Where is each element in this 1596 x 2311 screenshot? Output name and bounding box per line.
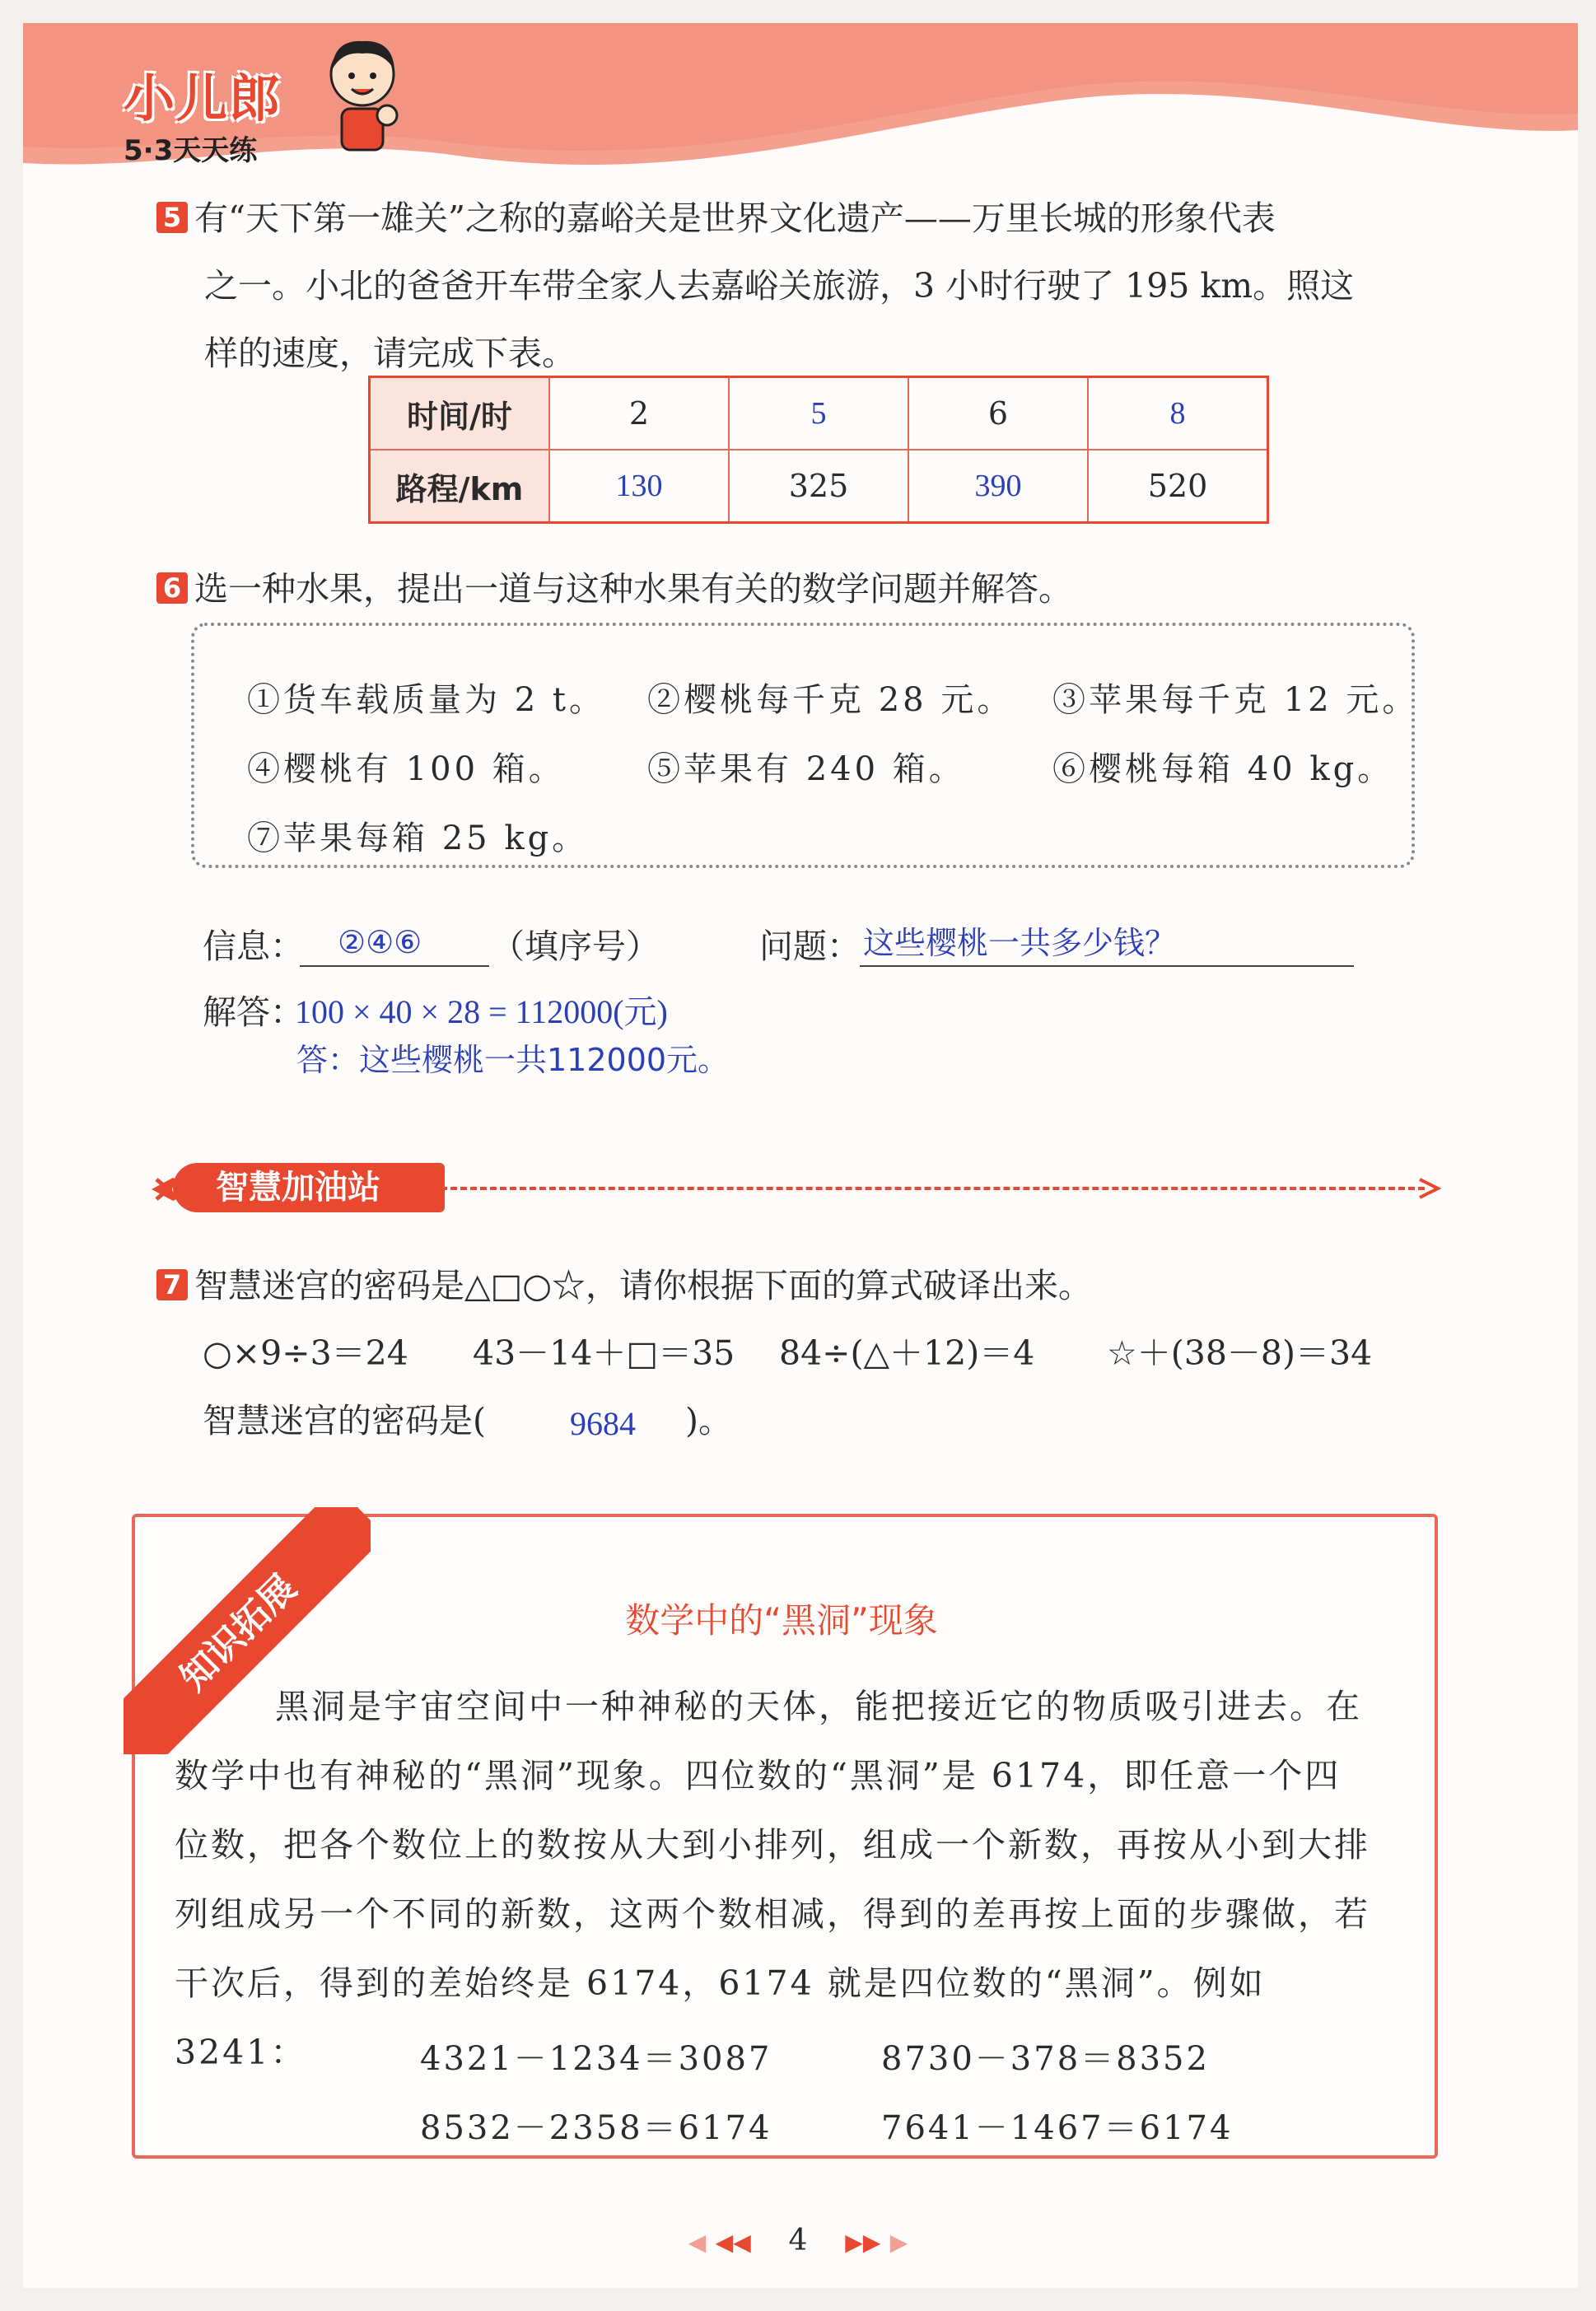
solution-label: 解答： (203, 992, 304, 1032)
knowledge-line: 干次后，得到的差始终是 6174，6174 就是四位数的“黑洞”。例如 3241： (175, 1963, 1266, 2072)
page-number: 4 (788, 2224, 808, 2257)
example-equation: 8532－2358＝6174 (420, 2109, 772, 2147)
q6-text: 选一种水果，提出一道与这种水果有关的数学问题并解答。 (194, 569, 1072, 609)
mascot-icon (317, 33, 408, 156)
info-hint: （填序号） (491, 927, 660, 966)
q5-number-badge: 5 (156, 202, 188, 233)
q5-text-line3: 样的速度，请完成下表。 (204, 334, 576, 373)
equation-item: ☆＋(38－8)＝34 (1107, 1333, 1373, 1373)
answer-cell[interactable]: 8 (1088, 377, 1268, 451)
page-footer (0, 2224, 1596, 2257)
arrow-right-icon (1416, 1176, 1441, 1201)
answer-cell[interactable]: 130 (549, 450, 729, 523)
knowledge-line: 黑洞是宇宙空间中一种神秘的天体，能把接近它的物质吸引进去。在 (275, 1687, 1362, 1726)
q7-text: 智慧迷宫的密码是△□○☆，请你根据下面的算式破译出来。 (194, 1266, 1093, 1305)
answer-cell[interactable]: 5 (729, 377, 908, 451)
answer-prefix: 智慧迷宫的密码是( (203, 1401, 486, 1440)
table-row (370, 450, 1268, 523)
q7-number-badge: 7 (156, 1269, 188, 1300)
equation-item: ○×9÷3＝24 (203, 1333, 408, 1373)
knowledge-flag-label: 知识拓展 (124, 1507, 371, 1754)
table-header-distance: 路程/km (370, 450, 550, 523)
prev-icon: ◀◀ (715, 2229, 751, 2256)
q5-text-line1: 有“天下第一雄关”之称的嘉峪关是世界文化遗产——万里长城的形象代表 (194, 198, 1276, 238)
next-icon: ▶▶ (845, 2229, 881, 2256)
fact-item: ④樱桃有 100 箱。 (247, 750, 565, 788)
example-equation: 7641－1467＝6174 (881, 2109, 1234, 2147)
fact-item: ⑥樱桃每箱 40 kg。 (1052, 750, 1394, 788)
fact-item: ③苹果每千克 12 元。 (1052, 681, 1419, 719)
question-answer: 这些樱桃一共多少钱？ (863, 925, 1177, 961)
info-label: 信息： (203, 927, 304, 966)
logo-title: 小儿郎 (124, 68, 282, 128)
knowledge-line: 位数，把各个数位上的数按从大到小排列，组成一个新数，再按从小到大排 (175, 1825, 1370, 1865)
example-equation: 8730－378＝8352 (881, 2040, 1210, 2078)
banner-divider (441, 1187, 1425, 1190)
knowledge-line: 列组成另一个不同的新数，这两个数相减，得到的差再按上面的步骤做，若 (175, 1894, 1370, 1934)
table-cell: 6 (908, 377, 1088, 451)
table-row (370, 377, 1268, 451)
q6-line (156, 555, 1072, 623)
fact-item: ⑦苹果每箱 25 kg。 (247, 819, 589, 857)
fact-item: ⑤苹果有 240 箱。 (647, 750, 965, 788)
q5-text-line2: 之一。小北的爸爸开车带全家人去嘉峪关旅游，3 小时行驶了 195 km。照这 (204, 266, 1355, 306)
fact-item: ①货车载质量为 2 t。 (247, 681, 605, 719)
prev-light-icon: ◀ (688, 2229, 707, 2256)
solution-answer: 答：这些樱桃一共112000元。 (296, 1042, 730, 1078)
table-cell: 325 (729, 450, 908, 523)
answer-cell[interactable]: 390 (908, 450, 1088, 523)
info-answer: ②④⑥ (338, 926, 422, 960)
solution-equation: 100 × 40 × 28 = 112000(元) (295, 993, 668, 1030)
banner-title: 智慧加油站 (216, 1169, 380, 1207)
q7-line (156, 1252, 1092, 1319)
table-cell: 520 (1088, 450, 1268, 523)
password-answer[interactable]: 9684 (570, 1405, 636, 1442)
question-label: 问题： (759, 927, 861, 966)
speed-table (368, 376, 1269, 524)
equation-item: 84÷(△＋12)＝4 (779, 1333, 1035, 1373)
knowledge-title: 数学中的“黑洞”现象 (625, 1600, 938, 1641)
q5-line1 (156, 184, 1276, 252)
equation-item: 43－14＋□＝35 (473, 1333, 735, 1373)
knowledge-line: 数学中也有神秘的“黑洞”现象。四位数的“黑洞”是 6174，即任意一个四 (175, 1756, 1342, 1795)
fact-item: ②樱桃每千克 28 元。 (647, 681, 1014, 719)
table-header-time: 时间/时 (370, 377, 550, 451)
q6-number-badge: 6 (156, 572, 188, 604)
logo-subtitle: 5·3天天练 (124, 134, 258, 167)
answer-suffix: )。 (685, 1401, 732, 1440)
table-cell: 2 (549, 377, 729, 451)
next-light-icon: ▶ (889, 2229, 908, 2256)
brand-logo (124, 58, 282, 168)
example-equation: 4321－1234＝3087 (420, 2040, 772, 2078)
